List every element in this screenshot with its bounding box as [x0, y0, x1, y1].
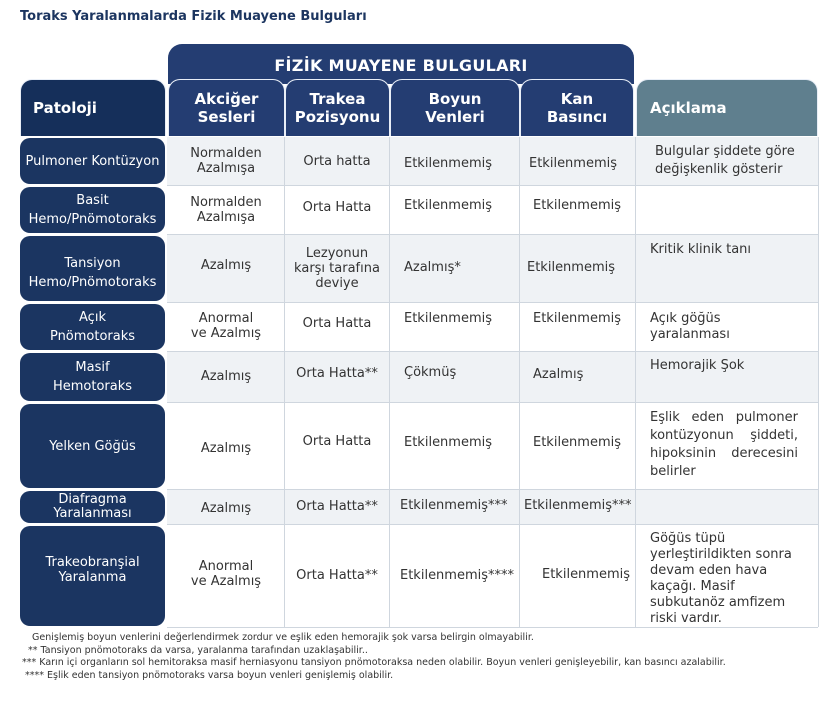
aciklama-cell: Hemorajik Şok	[650, 358, 745, 373]
row-divider	[167, 627, 818, 628]
boyun-cell: Etkilenmemiş	[404, 434, 493, 450]
boyun-cell: Azalmış*	[404, 259, 461, 275]
group-header: FİZİK MUAYENE BULGULARI	[168, 44, 634, 84]
akciger-cell: Anormal ve Azalmış	[190, 311, 262, 341]
row-divider	[167, 302, 818, 303]
trakea-cell: Orta Hatta	[302, 315, 372, 331]
kan-cell: Etkilenmemiş	[533, 434, 622, 450]
patoloji-cell: Masif Hemotoraks	[20, 353, 165, 401]
footnote: Genişlemiş boyun venlerini değerlendirmek zordur ve eşlik eden hemorajik şok varsa belirgin olmayabilir.	[32, 632, 534, 643]
kan-cell: Etkilenmemiş	[527, 259, 616, 275]
patoloji-cell: Pulmoner Kontüzyon	[20, 138, 165, 184]
patoloji-cell: Diafragma Yaralanması	[20, 491, 165, 523]
column-divider	[635, 137, 636, 627]
kan-cell: Azalmış	[533, 366, 584, 382]
boyun-cell: Etkilenmemiş	[404, 155, 493, 171]
kan-cell: Etkilenmemiş	[542, 566, 631, 582]
patoloji-cell: Yelken Göğüs	[20, 404, 165, 488]
trakea-cell: Orta Hatta	[302, 433, 372, 449]
aciklama-cell: Göğüs tüpü yerleştirildikten sonra devam eden hava kaçağı. Masif subkutanöz amfizem riski vardır.	[650, 531, 792, 626]
aciklama-cell: Eşlik eden pulmoner kontüzyonun şiddeti, hipoksinin derecesini belirler	[650, 410, 798, 479]
aciklama-cell	[650, 187, 810, 233]
kan-cell: Etkilenmemiş	[533, 310, 622, 326]
aciklama-cell: Kritik klinik tanı	[650, 242, 752, 257]
boyun-cell: Etkilenmemiş	[404, 310, 493, 326]
header-akciger-sesleri: Akciğer Sesleri	[168, 79, 285, 136]
header-patoloji: Patoloji	[20, 79, 166, 136]
column-divider	[818, 137, 819, 627]
page-title: Toraks Yaralanmalarda Fizik Muayene Bulguları	[20, 9, 367, 24]
header-aciklama: Açıklama	[636, 79, 818, 136]
akciger-cell: Azalmış	[200, 440, 252, 456]
boyun-cell: Çökmüş	[404, 364, 457, 380]
patoloji-cell: Trakeobranşial Yaralanma	[20, 526, 165, 626]
kan-cell: Etkilenmemiş	[533, 197, 622, 213]
kan-cell: Etkilenmemiş***	[524, 497, 632, 513]
column-divider	[389, 137, 390, 627]
boyun-cell: Etkilenmemiş***	[400, 497, 508, 513]
trakea-cell: Orta Hatta	[302, 199, 372, 215]
column-divider	[519, 137, 520, 627]
footnote: ** Tansiyon pnömotoraks da varsa, yaralanma tarafından uzaklaşabilir..	[28, 644, 368, 656]
trakea-cell: Orta hatta	[303, 153, 371, 169]
patoloji-cell: Açık Pnömotoraks	[20, 304, 165, 350]
row-divider	[167, 234, 818, 235]
aciklama-cell	[650, 491, 810, 523]
header-kan-basinci: Kan Basıncı	[520, 79, 634, 136]
header-boyun-venleri: Boyun Venleri	[390, 79, 520, 136]
akciger-cell: Normalden Azalmışa	[190, 146, 262, 176]
footnotes	[22, 632, 726, 682]
trakea-cell: Orta Hatta**	[296, 567, 378, 583]
footnote: *** Karın içi organların sol hemitoraksa masif herniasyonu tansiyon pnömotoraksa neden olabilir. Boyun venleri genişleyebilir, kan basıncı azalabilir.	[22, 657, 726, 668]
footnote: **** Eşlik eden tansiyon pnömotoraks varsa boyun venleri genişlemiş olabilir.	[25, 669, 394, 681]
aciklama-cell: Açık göğüs yaralanması	[650, 311, 730, 342]
aciklama-cell: Bulgular şiddete göre değişkenlik gösterir	[655, 144, 795, 177]
row-divider	[167, 351, 818, 352]
akciger-cell: Anormal ve Azalmış	[190, 559, 262, 589]
patoloji-cell: Basit Hemo/Pnömotoraks	[20, 187, 165, 233]
akciger-cell: Azalmış	[200, 257, 252, 273]
header-trakea-pozisyonu: Trakea Pozisyonu	[285, 79, 390, 136]
akciger-cell: Azalmış	[200, 368, 252, 384]
boyun-cell: Etkilenmemiş	[404, 197, 493, 213]
row-divider	[167, 402, 818, 403]
akciger-cell: Azalmış	[200, 500, 252, 516]
boyun-cell: Etkilenmemiş****	[400, 567, 515, 583]
akciger-cell: Normalden Azalmışa	[190, 195, 262, 225]
kan-cell: Etkilenmemiş	[529, 155, 618, 171]
trakea-cell: Orta Hatta**	[296, 498, 378, 514]
patoloji-cell: Tansiyon Hemo/Pnömotoraks	[20, 236, 165, 301]
trakea-cell: Orta Hatta**	[296, 365, 378, 381]
trakea-cell: Lezyonun karşı tarafına deviye	[294, 246, 380, 291]
